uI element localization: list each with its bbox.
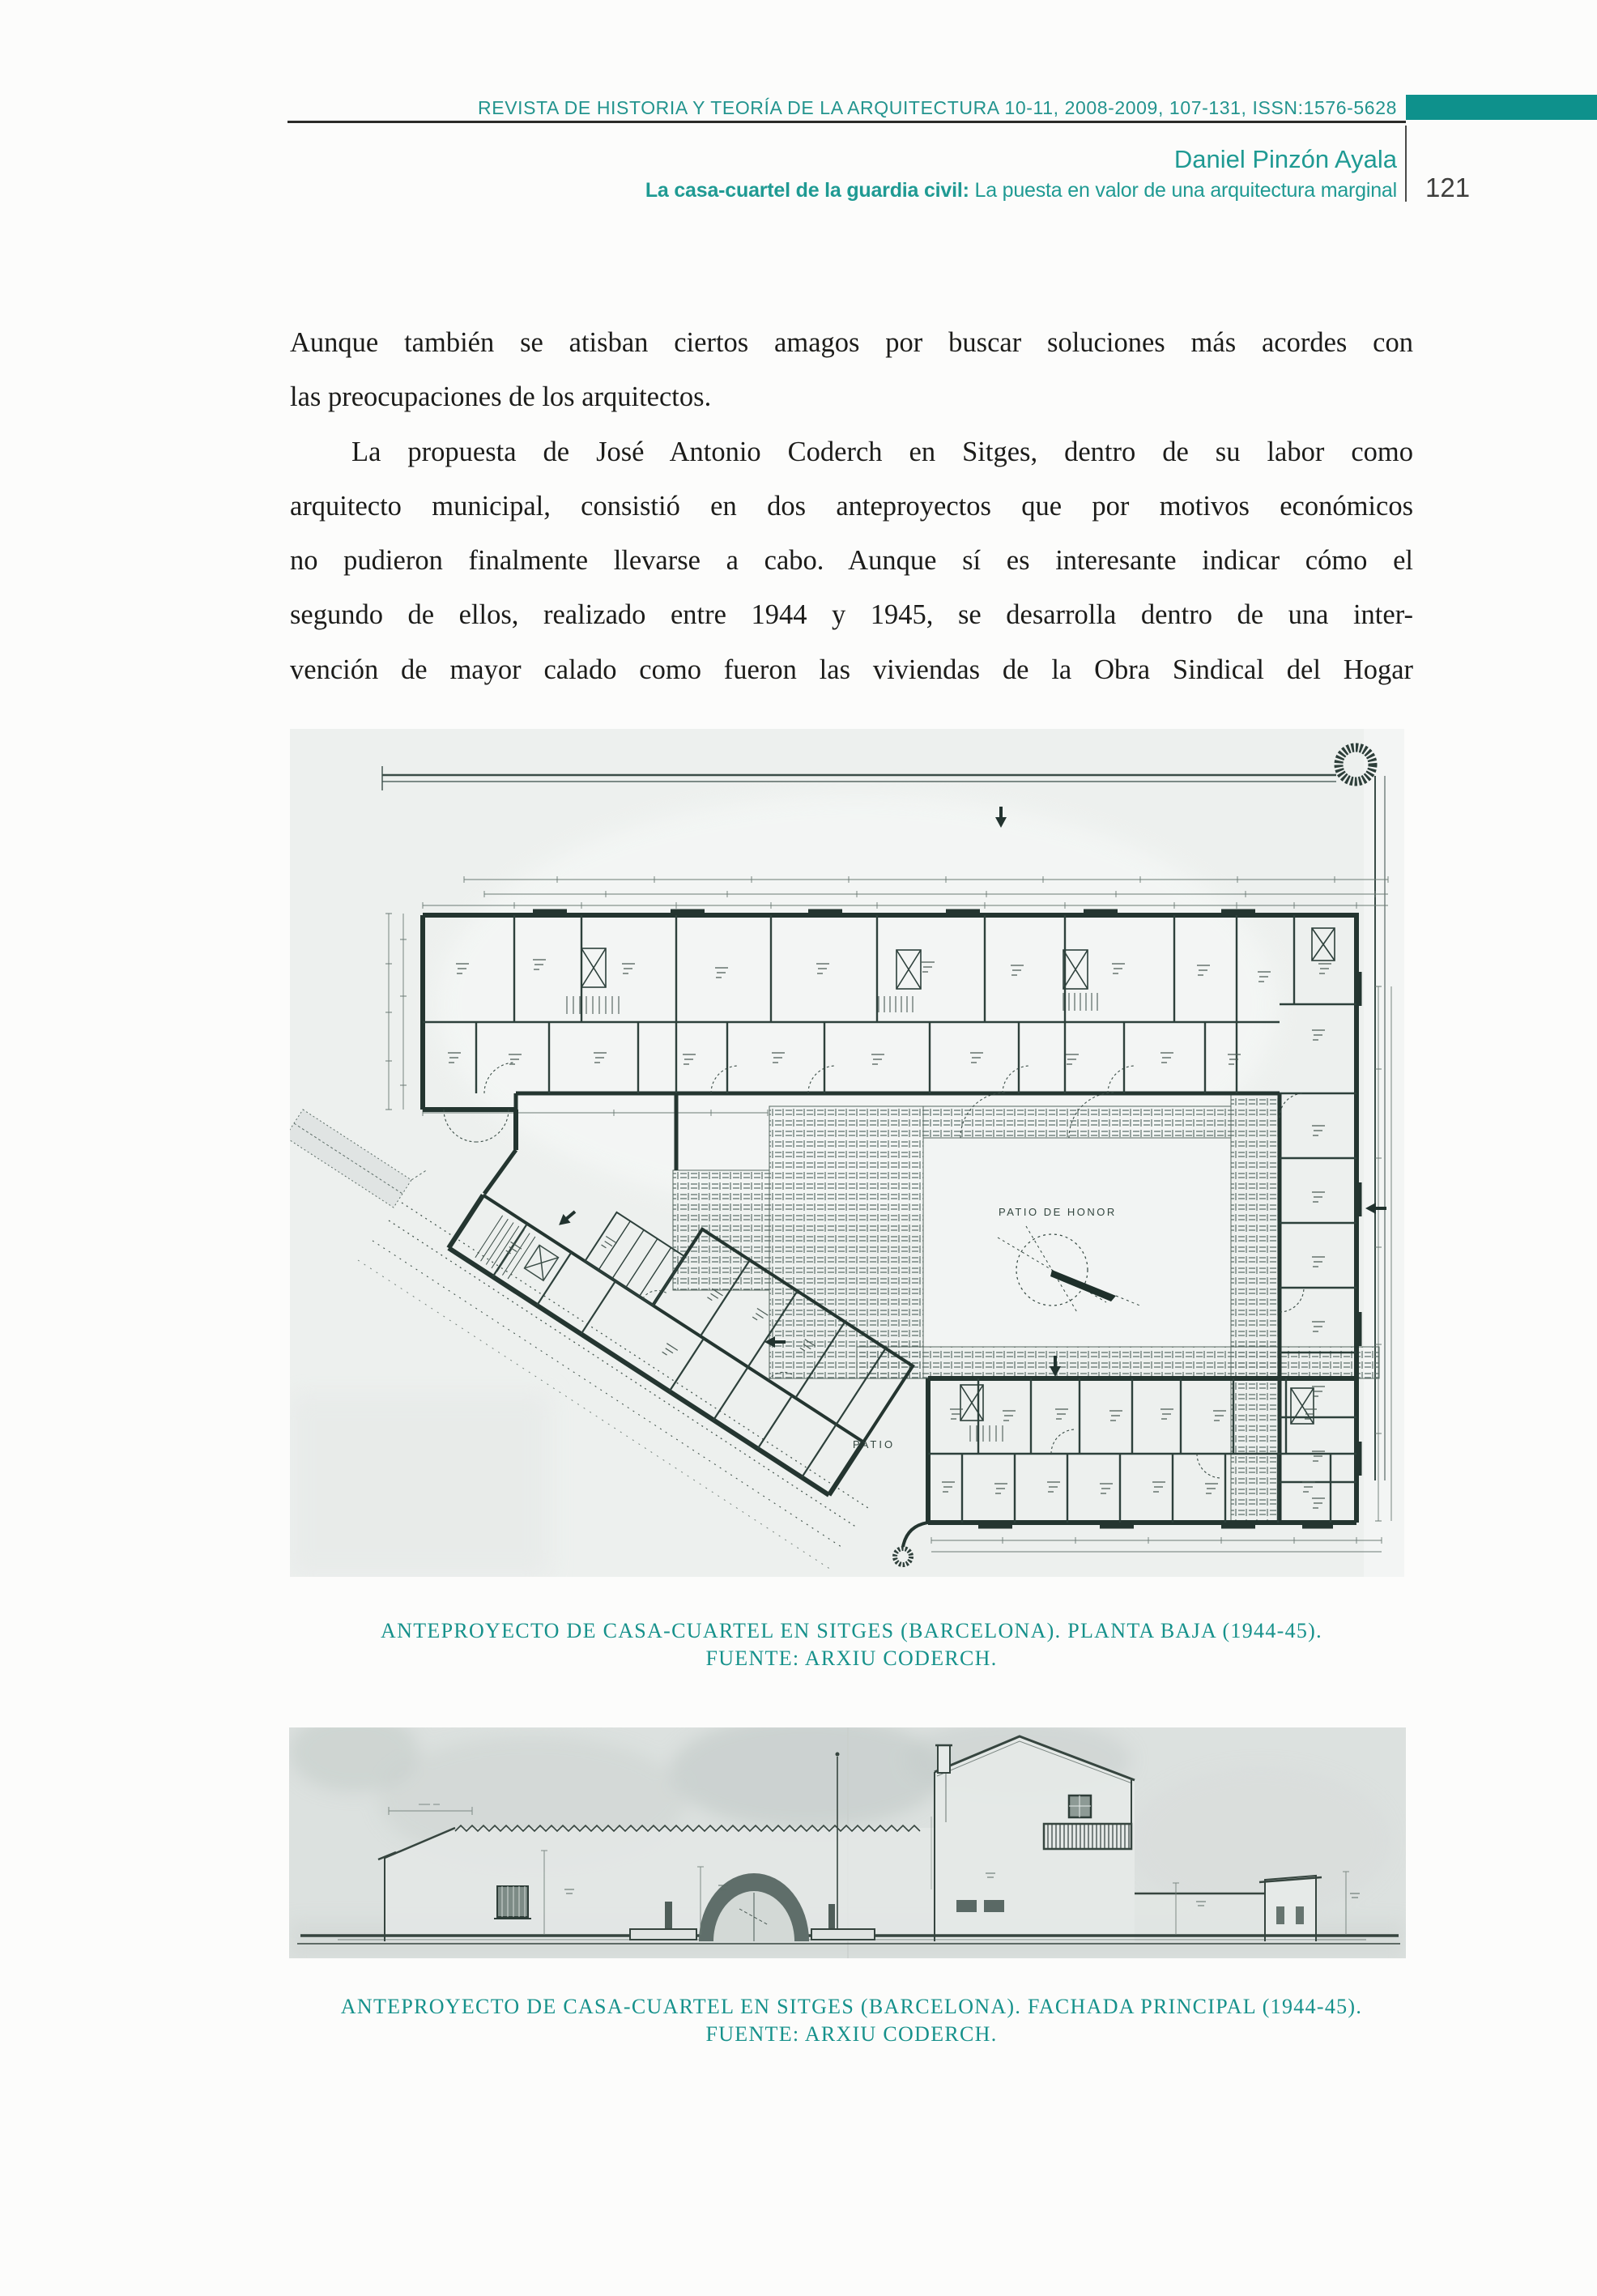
floor-plan-figure [290,729,1404,1577]
page-number: 121 [1425,173,1471,202]
outbuilding-face [1265,1876,1316,1941]
header-rule [287,121,1406,123]
caption-line: ANTEPROYECTO DE CASA-CUARTEL EN SITGES (BARCELONA). FACHADA PRINCIPAL (1944-45). [340,1995,1363,2018]
article-title-rest: La puesta en valor de una arquitectura marginal [969,179,1397,202]
body-line: vención de mayor calado como fueron las viviendas de la Obra Sindical del Hogar [290,654,1413,685]
figure1-caption [290,1617,1413,1672]
flagpole-finial [836,1753,840,1757]
article-title [645,179,1397,202]
courtyard-label: PATIO DE HONOR [999,1206,1117,1218]
facade-svg [289,1727,1406,1958]
body-line: arquitecto municipal, consistió en dos anteproyectos que por motivos económicos [290,490,1413,522]
patio-label: PATIO [853,1438,896,1450]
page-number-separator [1405,126,1407,202]
body-text [290,316,1413,697]
author-name: Daniel Pinzón Ayala [1173,145,1397,173]
journal-header-line: REVISTA DE HISTORIA Y TEORÍA DE LA ARQUITECTURA 10-11, 2008-2009, 107-131, ISSN:1576-5628 [478,97,1397,118]
caption-line: FUENTE: ARXIU CODERCH. [705,1646,998,1670]
figure2-caption [290,1993,1413,2048]
courtyard [923,1138,1231,1347]
body-line: no pudieron finalmente llevarse a cabo. Aunque sí es interesante indicar cómo el [290,545,1413,577]
accent-bar [1406,95,1597,120]
body-line: La propuesta de José Antonio Coderch en Sitges, dentro de su labor como [351,436,1413,467]
facade-figure [289,1727,1406,1958]
body-line: Aunque también se atisban ciertos amagos por buscar soluciones más acordes con [290,327,1413,358]
right-wall-face [1135,1893,1265,1941]
article-title-bold: La casa-cuartel de la guardia civil: [645,179,969,202]
body-line: segundo de ellos, realizado entre 1944 y 1945, se desarrolla dentro de una inter- [290,599,1413,631]
caption-line: ANTEPROYECTO DE CASA-CUARTEL EN SITGES (BARCELONA). PLANTA BAJA (1944-45). [381,1619,1322,1642]
floor-plan-svg [290,729,1404,1577]
caption-line: FUENTE: ARXIU CODERCH. [705,2022,998,2046]
left-building-face [385,1828,935,1941]
body-line: las preocupaciones de los arquitectos. [290,381,712,413]
